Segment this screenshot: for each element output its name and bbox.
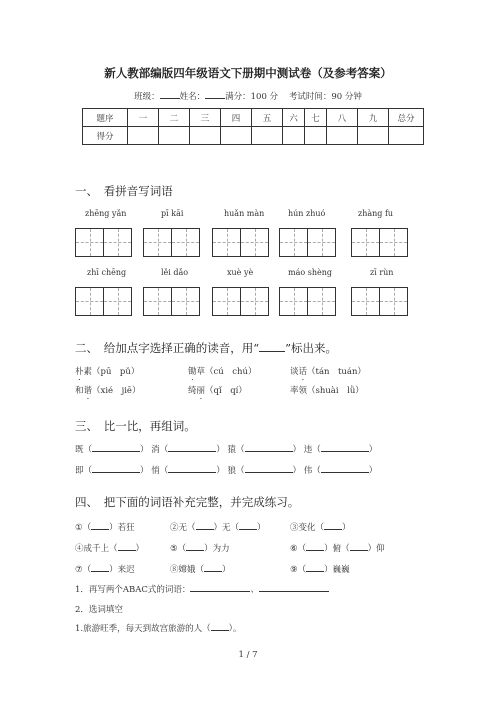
idiom-item: ③变化（ ）	[290, 523, 351, 533]
score-cell[interactable]	[159, 127, 190, 145]
compare-char: 悄	[151, 466, 160, 476]
section2-heading-start: 二、 给加点字选择正确的读音，用“	[75, 341, 260, 355]
grid-cell[interactable]	[144, 288, 172, 315]
idiom-blank[interactable]	[306, 563, 324, 572]
score-cell[interactable]	[358, 127, 389, 145]
pinyin-label: xuè yè	[227, 268, 254, 277]
grid-cell[interactable]	[280, 229, 308, 256]
writing-grid[interactable]	[351, 287, 408, 316]
pinyin-label: zhēng yǎn	[85, 209, 127, 218]
writing-grid[interactable]	[75, 287, 132, 316]
grid-cell[interactable]	[104, 229, 131, 256]
compare-char: 即	[75, 466, 84, 476]
grid-cell[interactable]	[172, 229, 199, 256]
score-table-score-row	[83, 127, 424, 145]
header-cell: 一	[128, 109, 159, 127]
reading-item	[188, 384, 247, 401]
grid-cell[interactable]	[241, 229, 268, 256]
reading-text: 率领（shuài lǜ）	[290, 386, 364, 396]
grid-cell[interactable]	[308, 288, 335, 315]
full-score: 满分：100 分	[225, 92, 279, 102]
answer-blank[interactable]	[168, 443, 216, 452]
header-cell: 六	[283, 109, 305, 127]
idiom-blank[interactable]	[196, 521, 214, 530]
header-cell: 八	[327, 109, 358, 127]
idiom-item: ②无（ ）无（ ）	[170, 523, 266, 533]
pinyin-label: lěi dǎo	[161, 268, 189, 277]
writing-grid[interactable]	[212, 228, 269, 257]
header-cell: 四	[221, 109, 252, 127]
score-cell[interactable]	[389, 127, 424, 145]
pinyin-label: hún zhuó	[288, 209, 326, 218]
idiom-blank[interactable]	[91, 521, 109, 530]
header-cell: 五	[252, 109, 283, 127]
section2-heading	[75, 340, 337, 356]
compare-char: 既	[75, 445, 84, 455]
grid-cell[interactable]	[280, 288, 308, 315]
section4-heading: 四、 把下面的词语补充完整，并完成练习。	[75, 495, 300, 509]
compare-char: 伟	[303, 466, 313, 476]
grid-cell[interactable]	[352, 229, 380, 256]
exam-time: 考试时间：90 分钟	[288, 92, 362, 102]
idiom-item: ④成千上（ ）	[75, 544, 145, 554]
dotted-char: 话	[298, 367, 308, 377]
header-cell: 二	[159, 109, 190, 127]
answer-blank[interactable]	[321, 464, 369, 473]
reading-text: （xié jiē）	[92, 386, 141, 396]
grid-cell[interactable]	[104, 288, 131, 315]
header-cell: 七	[305, 109, 327, 127]
compare-char: 消	[151, 445, 160, 455]
score-table	[82, 108, 424, 145]
header-cell: 题序	[83, 109, 128, 127]
compare-char: 猿	[227, 445, 236, 455]
section1-heading: 一、 看拼音写词语	[75, 184, 173, 198]
question-3: 1.旅游旺季，每天到故宫旅游的人（ ）。	[75, 624, 242, 634]
score-cell[interactable]	[221, 127, 252, 145]
name-label: 姓名：	[179, 92, 206, 102]
dotted-char: 谐	[83, 386, 93, 396]
reading-text: 草（cú chú）	[196, 367, 257, 377]
header-cell: 九	[358, 109, 389, 127]
header-cell: 总分	[389, 109, 424, 127]
writing-grid[interactable]	[279, 228, 336, 257]
pinyin-label: zhàng fu	[358, 209, 394, 218]
reading-text: 素（pū pǔ）	[83, 367, 140, 377]
answer-blank[interactable]	[245, 464, 293, 473]
reading-text: （qǐ qí）	[205, 386, 247, 396]
grid-cell[interactable]	[144, 229, 172, 256]
page-title: 新人教部编版四年级语文下册期中测试卷（及参考答案）	[104, 66, 392, 80]
reading-item	[75, 365, 139, 382]
grid-cell[interactable]	[380, 288, 407, 315]
pinyin-label: pī kāi	[161, 209, 184, 218]
question-2: 2．选词填空	[75, 605, 123, 615]
grid-cell[interactable]	[172, 288, 199, 315]
idiom-item: ⑦（ ）来迟	[75, 565, 135, 575]
idiom-blank[interactable]	[324, 521, 342, 530]
writing-grid[interactable]	[143, 228, 200, 257]
grid-cell[interactable]	[213, 288, 241, 315]
writing-grid[interactable]	[212, 287, 269, 316]
answer-blank[interactable]	[211, 622, 229, 631]
answer-blank[interactable]	[168, 464, 216, 473]
score-cell[interactable]	[283, 127, 305, 145]
idiom-blank[interactable]	[118, 542, 136, 551]
idiom-item: ①（ ）若狂	[75, 523, 135, 533]
idiom-blank[interactable]	[306, 542, 324, 551]
idiom-item: ⑧嫦娥（ ）	[170, 565, 231, 575]
answer-blank[interactable]	[92, 443, 140, 452]
idiom-blank[interactable]	[204, 563, 222, 572]
score-table-header-row	[83, 109, 424, 127]
grid-cell[interactable]	[76, 229, 104, 256]
score-cell[interactable]	[327, 127, 358, 145]
pinyin-label: zī rùn	[370, 268, 394, 277]
reading-item	[188, 365, 256, 382]
writing-grid[interactable]	[351, 228, 408, 257]
section3-heading: 三、 比一比，再组词。	[75, 419, 196, 433]
idiom-blank[interactable]	[350, 542, 368, 551]
pinyin-label: zhī chēng	[87, 268, 127, 277]
compare-row: 即（ ） 悄（ ） 狼（ ） 伟（ ）	[75, 466, 378, 476]
compare-char: 狼	[227, 466, 236, 476]
dotted-char: 锄	[188, 367, 197, 377]
grid-cell[interactable]	[76, 288, 104, 315]
pinyin-label: máo shèng	[288, 268, 332, 277]
compare-char: 违	[303, 445, 313, 455]
idiom-blank[interactable]	[239, 521, 257, 530]
reading-text: 谈	[290, 367, 299, 377]
grid-cell[interactable]	[352, 288, 380, 315]
score-cell[interactable]	[190, 127, 221, 145]
question-1: 1．再写两个ABAC式的词语： 、	[75, 583, 329, 595]
grid-cell[interactable]	[241, 288, 268, 315]
score-cell[interactable]	[128, 127, 159, 145]
score-cell[interactable]	[252, 127, 283, 145]
answer-blank[interactable]	[321, 443, 369, 452]
answer-blank[interactable]	[245, 443, 293, 452]
writing-grid[interactable]	[75, 228, 132, 257]
score-cell[interactable]	[305, 127, 327, 145]
grid-cell[interactable]	[380, 229, 407, 256]
grid-cell[interactable]	[213, 229, 241, 256]
header-cell: 三	[190, 109, 221, 127]
idiom-item: ⑤（ ）为力	[170, 544, 230, 554]
score-label-cell: 得分	[83, 127, 128, 145]
mark-blank	[259, 343, 285, 352]
exam-info	[0, 90, 496, 102]
reading-item	[290, 365, 366, 382]
class-blank[interactable]	[160, 90, 180, 99]
answer-blank[interactable]	[92, 464, 140, 473]
class-label: 班级：	[134, 92, 160, 102]
reading-item	[75, 384, 140, 401]
compare-row: 既（ ） 消（ ） 猿（ ） 违（ ）	[75, 445, 378, 455]
reading-text: （tán tuán）	[307, 367, 366, 377]
dotted-char: 朴	[75, 367, 84, 377]
pinyin-label: huǎn màn	[224, 209, 265, 218]
idiom-blank[interactable]	[91, 563, 109, 572]
idiom-blank[interactable]	[186, 542, 204, 551]
idiom-item: ⑨（ ）巍巍	[290, 565, 350, 575]
reading-text: 绮	[188, 386, 197, 396]
page-number: 1 / 7	[238, 650, 258, 660]
reading-item	[290, 384, 364, 396]
answer-blank[interactable]	[259, 583, 329, 592]
section2-heading-end: ”标出来。	[285, 341, 338, 355]
writing-grid[interactable]	[143, 287, 200, 316]
writing-grid[interactable]	[279, 287, 336, 316]
answer-blank[interactable]	[190, 583, 250, 592]
dotted-char: 丽	[196, 386, 206, 396]
grid-cell[interactable]	[308, 229, 335, 256]
name-blank[interactable]	[205, 90, 225, 99]
reading-text: 和	[75, 386, 84, 396]
idiom-item: ⑥（ ）俯（ ）仰	[290, 544, 385, 554]
